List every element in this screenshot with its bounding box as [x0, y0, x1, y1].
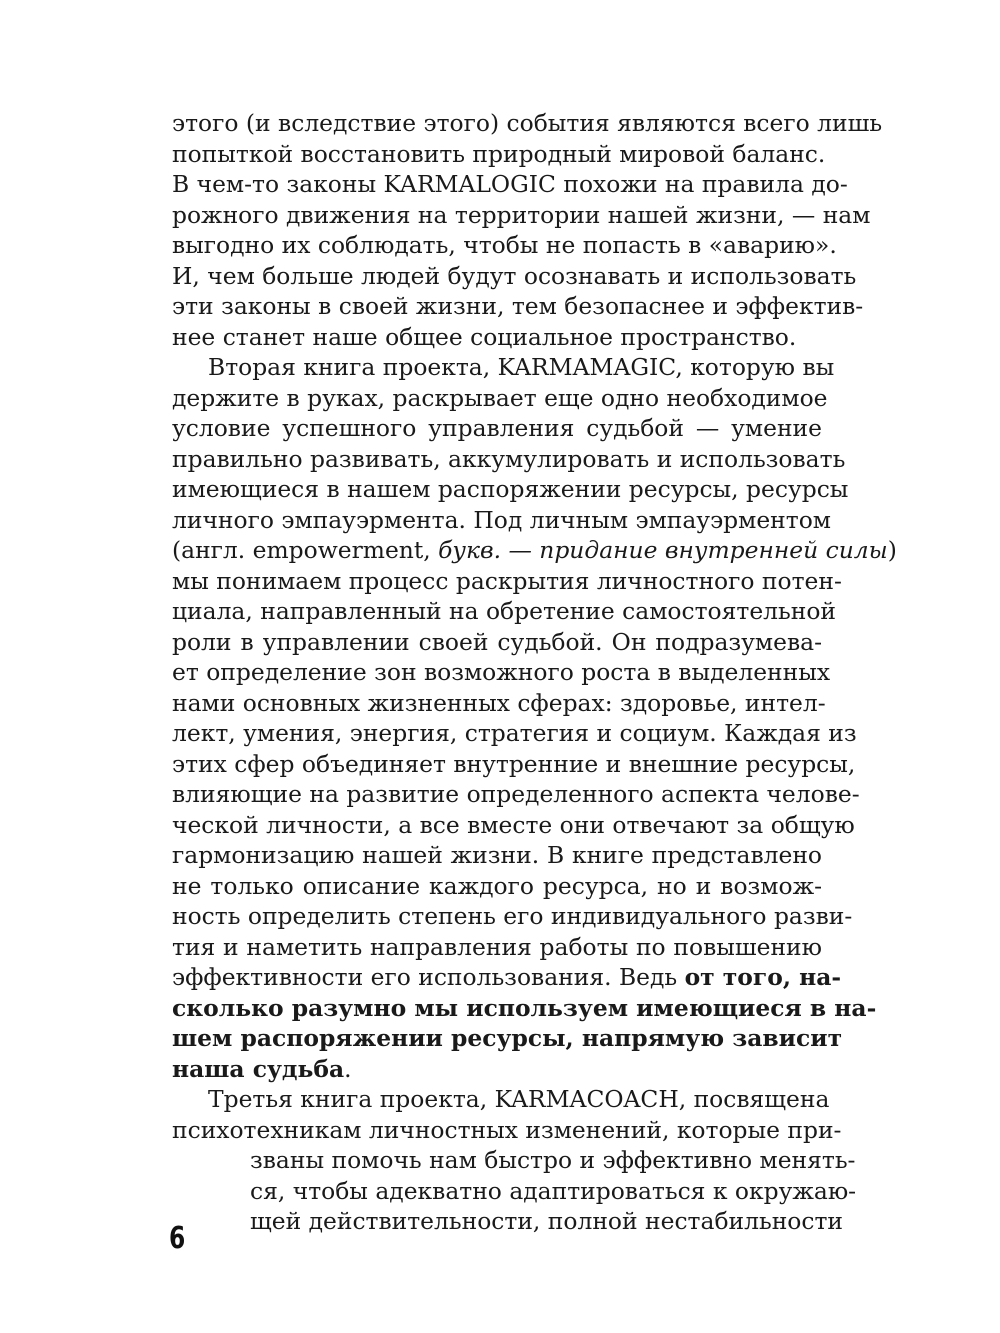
- text-line: [172, 200, 871, 231]
- text-run: щей действительности, полной нестабильности: [250, 1207, 844, 1235]
- text-line: [172, 657, 831, 688]
- text-run: правильно развивать, аккумулировать и использовать: [172, 444, 846, 473]
- text-line: [172, 993, 877, 1024]
- text-line: [172, 108, 883, 139]
- text-line: [172, 383, 828, 414]
- text-run: имеющиеся в нашем распоряжении ресурсы, ресурсы: [172, 475, 849, 503]
- text-run: не только описание каждого ресурса, но и возмож-: [172, 871, 822, 900]
- italic-text: букв. — придание внутренней силы: [438, 536, 888, 564]
- text-run: рожного движения на территории нашей жизни, — нам: [172, 200, 871, 229]
- text-run: этого (и вследствие этого) события являются всего лишь: [172, 109, 883, 137]
- text-line: [172, 688, 826, 719]
- text-run: выгодно их соблюдать, чтобы не попасть в «аварию».: [172, 231, 837, 259]
- bold-text: от того, на-: [684, 963, 842, 991]
- text-run: В чем-то законы KARMALOGIC похожи на правила до-: [172, 170, 848, 198]
- text-run: этих сфер объединяет внутренние и внешние ресурсы,: [172, 749, 856, 778]
- text-line: [172, 474, 849, 505]
- text-line: [172, 962, 842, 993]
- text-run: (англ. empowerment,: [172, 536, 439, 564]
- text-line: [172, 1023, 843, 1054]
- text-line: [172, 291, 864, 322]
- text-run: роли в управлении своей судьбой. Он подразумева-: [172, 627, 822, 656]
- text-run: циала, направленный на обретение самостоятельной: [172, 597, 837, 625]
- text-run: ): [887, 536, 897, 564]
- text-run: нами основных жизненных сферах: здоровье, интел-: [172, 688, 826, 717]
- text-line: [172, 1054, 822, 1085]
- text-run: держите в руках, раскрывает еще одно необходимое: [172, 383, 828, 412]
- text-line: [172, 261, 857, 292]
- text-line: [172, 1145, 856, 1176]
- bold-text: наша судьба: [172, 1054, 345, 1083]
- text-line: [172, 871, 822, 902]
- text-run: личного эмпауэрмента. Под личным эмпауэрментом: [172, 505, 831, 534]
- text-run: званы помочь нам быстро и эффективно менять-: [250, 1146, 856, 1174]
- text-line: [172, 230, 837, 261]
- text-run: Третья книга проекта, KARMACOACH, посвящена: [208, 1085, 830, 1113]
- bold-text: сколько разумно мы используем имеющиеся в на-: [172, 993, 877, 1022]
- bold-text: шем распоряжении ресурсы, напрямую зависит: [172, 1024, 843, 1052]
- text-run: эти законы в своей жизни, тем безопаснее и эффектив-: [172, 292, 864, 320]
- text-run: условие успешного управления судьбой — умение: [172, 414, 822, 442]
- text-run: ческой личности, а все вместе они отвечают за общую: [172, 810, 855, 839]
- text-run: эффективности его использования. Ведь: [172, 963, 685, 991]
- text-run: попыткой восстановить природный мировой баланс.: [172, 139, 826, 168]
- text-run: гармонизацию нашей жизни. В книге представлено: [172, 841, 822, 869]
- text-run: психотехникам личностных изменений, которые при-: [172, 1115, 842, 1144]
- text-line: [172, 505, 831, 536]
- text-line: [172, 779, 860, 810]
- text-line: [172, 932, 822, 963]
- text-line: [172, 322, 822, 353]
- text-line: [172, 840, 822, 871]
- text-run: Вторая книга проекта, KARMAMAGIC, которую вы: [208, 353, 835, 381]
- text-run: ет определение зон возможного роста в выделенных: [172, 658, 831, 686]
- text-run: ность определить степень его индивидуального разви-: [172, 902, 853, 930]
- text-line: [172, 169, 848, 200]
- text-line: [172, 1206, 844, 1237]
- text-line: [172, 627, 822, 658]
- text-line: [172, 566, 842, 597]
- text-run: мы понимаем процесс раскрытия личностного потен-: [172, 566, 842, 595]
- body-text: [172, 108, 897, 1237]
- text-run: влияющие на развитие определенного аспекта челове-: [172, 780, 860, 808]
- text-line: [172, 1084, 830, 1115]
- text-run: ся, чтобы адекватно адаптироваться к окружаю-: [250, 1176, 857, 1205]
- text-line: [172, 749, 856, 780]
- text-line: [172, 352, 835, 383]
- text-line: [172, 1115, 842, 1146]
- text-line: [172, 1176, 857, 1207]
- text-run: лект, умения, энергия, стратегия и социум. Каждая из: [172, 719, 857, 747]
- text-run: И, чем больше людей будут осознавать и использовать: [172, 261, 857, 290]
- text-run: тия и наметить направления работы по повышению: [172, 932, 822, 961]
- text-line: [172, 535, 897, 566]
- text-line: [172, 596, 837, 627]
- text-line: [172, 810, 855, 841]
- text-line: [172, 901, 853, 932]
- text-run: нее станет наше общее социальное пространство.: [172, 322, 797, 351]
- page-number: 6: [169, 1221, 186, 1256]
- text-line: [172, 718, 857, 749]
- text-line: [172, 139, 826, 170]
- text-run: .: [344, 1054, 352, 1083]
- text-line: [172, 413, 822, 444]
- text-line: [172, 444, 846, 475]
